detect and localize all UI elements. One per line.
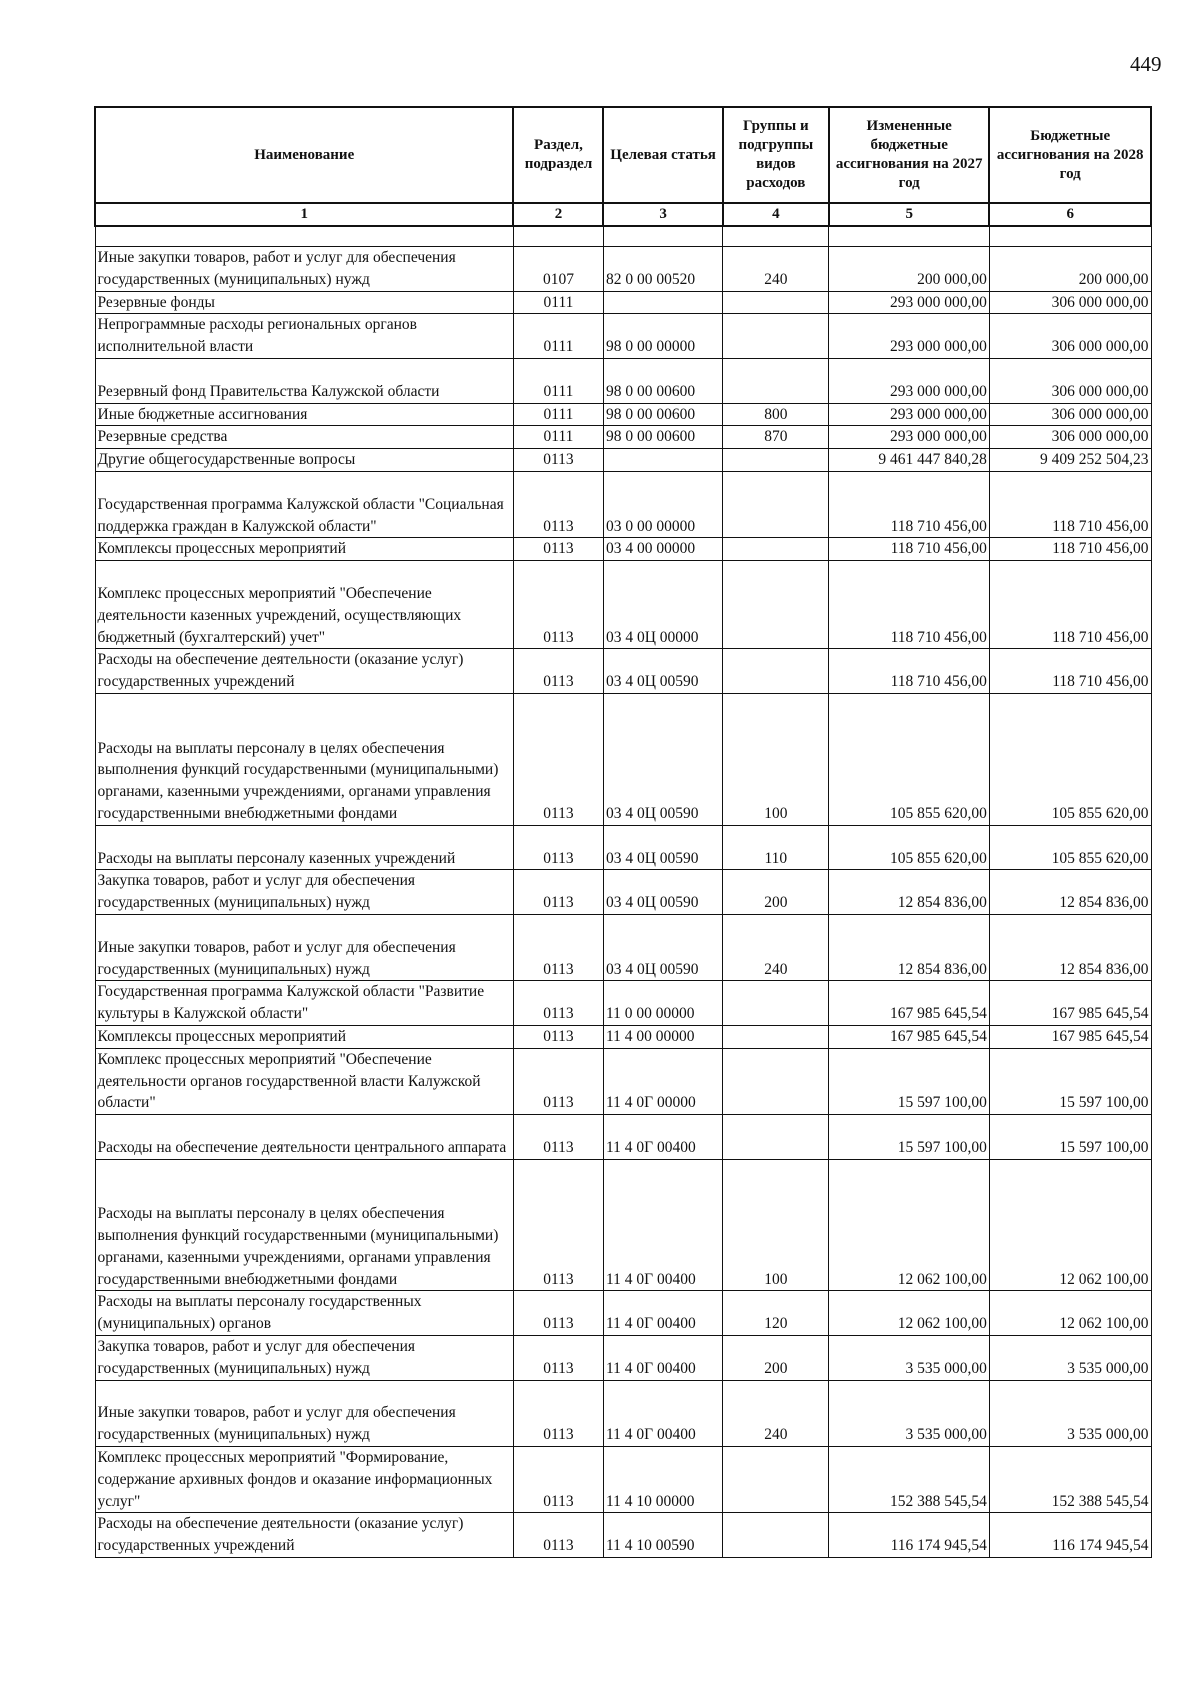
row-amount-2027: 118 710 456,00 <box>829 538 989 561</box>
row-section: 0113 <box>513 693 603 825</box>
row-article: 03 4 0Ц 00590 <box>603 649 722 694</box>
row-group: 240 <box>723 247 829 292</box>
row-article: 98 0 00 00600 <box>603 403 722 426</box>
row-amount-2028: 306 000 000,00 <box>989 291 1151 314</box>
row-article: 11 4 00 00000 <box>603 1025 722 1048</box>
row-name: Резервный фонд Правительства Калужской области <box>95 358 513 403</box>
table-row <box>95 1115 1151 1160</box>
row-section: 0113 <box>513 1513 603 1558</box>
row-amount-2028: 105 855 620,00 <box>989 693 1151 825</box>
row-article: 11 4 10 00000 <box>603 1447 722 1513</box>
row-name: Комплекс процессных мероприятий "Обеспечение деятельности казенных учреждений, осуществляющих бюджетный (бухгалтерский) учет" <box>95 561 513 649</box>
row-section: 0113 <box>513 1115 603 1160</box>
table-row <box>95 291 1151 314</box>
row-group: 240 <box>723 1380 829 1446</box>
table-row <box>95 1159 1151 1291</box>
row-group <box>723 291 829 314</box>
row-section: 0107 <box>513 247 603 292</box>
row-name: Непрограммные расходы региональных органов исполнительной власти <box>95 314 513 359</box>
row-section: 0113 <box>513 870 603 915</box>
row-name: Иные закупки товаров, работ и услуг для обеспечения государственных (муниципальных) нужд <box>95 914 513 980</box>
row-amount-2027: 167 985 645,54 <box>829 981 989 1026</box>
row-group <box>723 1513 829 1558</box>
row-section: 0113 <box>513 1336 603 1381</box>
table-row <box>95 1291 1151 1336</box>
table-row <box>95 247 1151 292</box>
row-amount-2028: 3 535 000,00 <box>989 1380 1151 1446</box>
row-amount-2028: 118 710 456,00 <box>989 538 1151 561</box>
row-amount-2028: 118 710 456,00 <box>989 561 1151 649</box>
row-name: Резервные фонды <box>95 291 513 314</box>
row-amount-2027: 12 062 100,00 <box>829 1159 989 1291</box>
table-row <box>95 1447 1151 1513</box>
row-group: 200 <box>723 1336 829 1381</box>
row-group <box>723 449 829 472</box>
row-amount-2027: 200 000,00 <box>829 247 989 292</box>
row-section: 0113 <box>513 1447 603 1513</box>
column-number: 1 <box>95 203 513 226</box>
row-name: Закупка товаров, работ и услуг для обеспечения государственных (муниципальных) нужд <box>95 870 513 915</box>
row-name: Расходы на обеспечение деятельности (оказание услуг) государственных учреждений <box>95 1513 513 1558</box>
row-article <box>603 449 722 472</box>
row-section: 0111 <box>513 358 603 403</box>
row-article: 11 4 10 00590 <box>603 1513 722 1558</box>
row-amount-2028: 3 535 000,00 <box>989 1336 1151 1381</box>
table-row <box>95 1380 1151 1446</box>
row-section: 0113 <box>513 914 603 980</box>
row-section: 0111 <box>513 314 603 359</box>
row-article: 82 0 00 00520 <box>603 247 722 292</box>
column-number: 5 <box>829 203 989 226</box>
row-name: Расходы на обеспечение деятельности (оказание услуг) государственных учреждений <box>95 649 513 694</box>
table-row <box>95 426 1151 449</box>
row-amount-2027: 12 854 836,00 <box>829 870 989 915</box>
row-name: Закупка товаров, работ и услуг для обеспечения государственных (муниципальных) нужд <box>95 1336 513 1381</box>
row-amount-2027: 12 854 836,00 <box>829 914 989 980</box>
row-name: Расходы на обеспечение деятельности центрального аппарата <box>95 1115 513 1160</box>
row-name: Комплексы процессных мероприятий <box>95 1025 513 1048</box>
row-amount-2028: 306 000 000,00 <box>989 358 1151 403</box>
row-section: 0113 <box>513 981 603 1026</box>
row-name: Расходы на выплаты персоналу казенных учреждений <box>95 825 513 870</box>
table-row <box>95 1025 1151 1048</box>
row-group <box>723 358 829 403</box>
row-amount-2027: 9 461 447 840,28 <box>829 449 989 472</box>
row-amount-2028: 167 985 645,54 <box>989 981 1151 1026</box>
row-section: 0113 <box>513 471 603 537</box>
row-article: 03 4 0Ц 00590 <box>603 825 722 870</box>
row-section: 0113 <box>513 1380 603 1446</box>
row-article: 11 4 0Г 00400 <box>603 1159 722 1291</box>
row-amount-2028: 12 062 100,00 <box>989 1291 1151 1336</box>
row-amount-2027: 116 174 945,54 <box>829 1513 989 1558</box>
row-name: Расходы на выплаты персоналу государственных (муниципальных) органов <box>95 1291 513 1336</box>
table-row <box>95 358 1151 403</box>
row-amount-2027: 105 855 620,00 <box>829 693 989 825</box>
row-name: Резервные средства <box>95 426 513 449</box>
page-number: 449 <box>1130 52 1162 76</box>
row-amount-2028: 152 388 545,54 <box>989 1447 1151 1513</box>
header-article: Целевая статья <box>603 107 722 203</box>
row-amount-2028: 306 000 000,00 <box>989 314 1151 359</box>
row-amount-2028: 12 854 836,00 <box>989 914 1151 980</box>
column-number-row <box>95 203 1151 226</box>
column-number: 6 <box>989 203 1151 226</box>
row-amount-2027: 12 062 100,00 <box>829 1291 989 1336</box>
row-group <box>723 538 829 561</box>
table-row <box>95 1336 1151 1381</box>
row-name: Иные закупки товаров, работ и услуг для обеспечения государственных (муниципальных) нужд <box>95 247 513 292</box>
row-name: Государственная программа Калужской области "Социальная поддержка граждан в Калужской области" <box>95 471 513 537</box>
row-section: 0111 <box>513 291 603 314</box>
row-article <box>603 291 722 314</box>
table-row <box>95 449 1151 472</box>
row-amount-2028: 12 062 100,00 <box>989 1159 1151 1291</box>
row-amount-2028: 118 710 456,00 <box>989 649 1151 694</box>
row-name: Расходы на выплаты персоналу в целях обеспечения выполнения функций государственными (муниципальными) органами, казенными учреждениями, органами управления государственными внебюджетными фондами <box>95 693 513 825</box>
header-groups: Группы и подгруппы видов расходов <box>723 107 829 203</box>
row-amount-2028: 105 855 620,00 <box>989 825 1151 870</box>
row-section: 0113 <box>513 449 603 472</box>
row-article: 03 4 0Ц 00590 <box>603 693 722 825</box>
table-row <box>95 1513 1151 1558</box>
row-group: 120 <box>723 1291 829 1336</box>
row-article: 11 4 0Г 00400 <box>603 1115 722 1160</box>
table-body <box>95 226 1151 1558</box>
row-group <box>723 1025 829 1048</box>
table-row <box>95 825 1151 870</box>
table-row <box>95 403 1151 426</box>
row-amount-2028: 15 597 100,00 <box>989 1115 1151 1160</box>
row-group: 800 <box>723 403 829 426</box>
row-amount-2028: 116 174 945,54 <box>989 1513 1151 1558</box>
row-section: 0113 <box>513 1291 603 1336</box>
row-amount-2027: 293 000 000,00 <box>829 291 989 314</box>
table-row <box>95 538 1151 561</box>
row-name: Иные закупки товаров, работ и услуг для обеспечения государственных (муниципальных) нужд <box>95 1380 513 1446</box>
row-section: 0113 <box>513 538 603 561</box>
row-section: 0113 <box>513 649 603 694</box>
spacer-row <box>95 226 1151 247</box>
row-article: 03 4 00 00000 <box>603 538 722 561</box>
row-article: 98 0 00 00600 <box>603 358 722 403</box>
row-amount-2027: 152 388 545,54 <box>829 1447 989 1513</box>
row-group <box>723 471 829 537</box>
table-row <box>95 649 1151 694</box>
row-amount-2027: 105 855 620,00 <box>829 825 989 870</box>
table-row <box>95 1048 1151 1114</box>
row-name: Расходы на выплаты персоналу в целях обеспечения выполнения функций государственными (муниципальными) органами, казенными учреждениями, органами управления государственными внебюджетными фондами <box>95 1159 513 1291</box>
row-name: Государственная программа Калужской области "Развитие культуры в Калужской области" <box>95 981 513 1026</box>
row-section: 0111 <box>513 426 603 449</box>
row-amount-2027: 15 597 100,00 <box>829 1048 989 1114</box>
header-section: Раздел, подраздел <box>513 107 603 203</box>
row-amount-2027: 15 597 100,00 <box>829 1115 989 1160</box>
row-group <box>723 1115 829 1160</box>
row-amount-2028: 12 854 836,00 <box>989 870 1151 915</box>
header-amount-2027: Измененные бюджетные ассигнования на 2027 год <box>829 107 989 203</box>
table-row <box>95 870 1151 915</box>
row-article: 03 4 0Ц 00590 <box>603 870 722 915</box>
row-name: Комплекс процессных мероприятий "Обеспечение деятельности органов государственной власти Калужской области" <box>95 1048 513 1114</box>
table-row <box>95 914 1151 980</box>
row-section: 0113 <box>513 825 603 870</box>
row-amount-2028: 306 000 000,00 <box>989 403 1151 426</box>
row-group <box>723 649 829 694</box>
table-row <box>95 314 1151 359</box>
table-row <box>95 471 1151 537</box>
row-amount-2027: 118 710 456,00 <box>829 471 989 537</box>
row-group <box>723 981 829 1026</box>
row-article: 11 4 0Г 00000 <box>603 1048 722 1114</box>
row-group: 200 <box>723 870 829 915</box>
header-name: Наименование <box>95 107 513 203</box>
row-name: Комплекс процессных мероприятий "Формирование, содержание архивных фондов и оказание информационных услуг" <box>95 1447 513 1513</box>
table-row <box>95 981 1151 1026</box>
column-number: 4 <box>723 203 829 226</box>
row-article: 98 0 00 00000 <box>603 314 722 359</box>
row-group: 870 <box>723 426 829 449</box>
column-number: 3 <box>603 203 722 226</box>
row-group <box>723 1048 829 1114</box>
row-group <box>723 1447 829 1513</box>
row-name: Иные бюджетные ассигнования <box>95 403 513 426</box>
row-group <box>723 561 829 649</box>
row-article: 11 0 00 00000 <box>603 981 722 1026</box>
row-amount-2027: 293 000 000,00 <box>829 403 989 426</box>
row-name: Другие общегосударственные вопросы <box>95 449 513 472</box>
row-name: Комплексы процессных мероприятий <box>95 538 513 561</box>
row-section: 0113 <box>513 1048 603 1114</box>
row-amount-2028: 15 597 100,00 <box>989 1048 1151 1114</box>
row-amount-2028: 306 000 000,00 <box>989 426 1151 449</box>
table-row <box>95 561 1151 649</box>
row-section: 0113 <box>513 1159 603 1291</box>
row-amount-2028: 118 710 456,00 <box>989 471 1151 537</box>
row-section: 0113 <box>513 1025 603 1048</box>
row-article: 03 4 0Ц 00590 <box>603 914 722 980</box>
header-row <box>95 107 1151 203</box>
row-article: 03 0 00 00000 <box>603 471 722 537</box>
budget-table <box>94 106 1152 1558</box>
header-amount-2028: Бюджетные ассигнования на 2028 год <box>989 107 1151 203</box>
row-group: 100 <box>723 1159 829 1291</box>
row-amount-2028: 9 409 252 504,23 <box>989 449 1151 472</box>
row-article: 11 4 0Г 00400 <box>603 1336 722 1381</box>
row-amount-2028: 167 985 645,54 <box>989 1025 1151 1048</box>
row-amount-2027: 167 985 645,54 <box>829 1025 989 1048</box>
row-amount-2027: 118 710 456,00 <box>829 649 989 694</box>
row-amount-2028: 200 000,00 <box>989 247 1151 292</box>
row-amount-2027: 293 000 000,00 <box>829 314 989 359</box>
row-amount-2027: 118 710 456,00 <box>829 561 989 649</box>
row-amount-2027: 293 000 000,00 <box>829 426 989 449</box>
row-section: 0111 <box>513 403 603 426</box>
row-group: 110 <box>723 825 829 870</box>
column-number: 2 <box>513 203 603 226</box>
row-group: 100 <box>723 693 829 825</box>
row-amount-2027: 293 000 000,00 <box>829 358 989 403</box>
row-article: 11 4 0Г 00400 <box>603 1291 722 1336</box>
row-article: 03 4 0Ц 00000 <box>603 561 722 649</box>
row-group: 240 <box>723 914 829 980</box>
row-amount-2027: 3 535 000,00 <box>829 1380 989 1446</box>
row-group <box>723 314 829 359</box>
row-article: 98 0 00 00600 <box>603 426 722 449</box>
row-article: 11 4 0Г 00400 <box>603 1380 722 1446</box>
row-amount-2027: 3 535 000,00 <box>829 1336 989 1381</box>
table-row <box>95 693 1151 825</box>
row-section: 0113 <box>513 561 603 649</box>
